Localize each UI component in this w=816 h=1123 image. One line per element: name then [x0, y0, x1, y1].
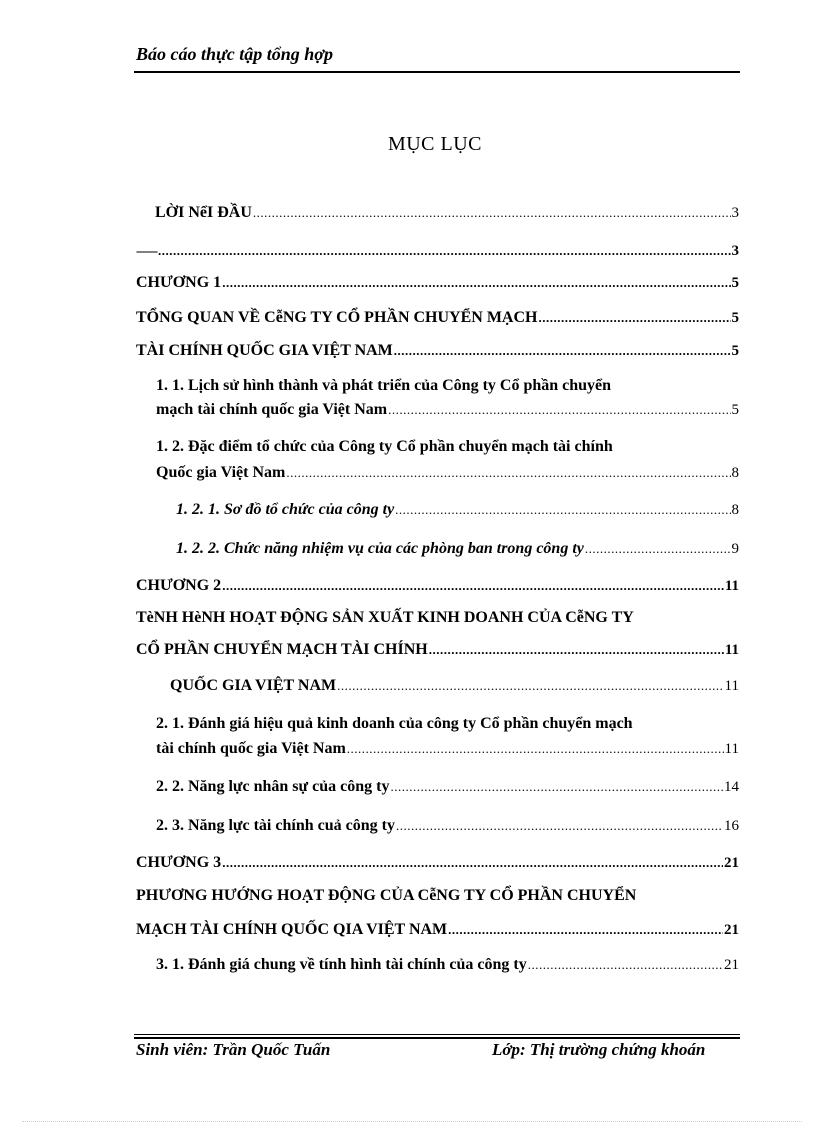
- toc-entry-1-2-2[interactable]: [176, 536, 739, 562]
- toc-entry-page: 5: [731, 343, 739, 359]
- toc-entry-1-2-1[interactable]: [176, 497, 739, 523]
- toc-entry-page: 11: [724, 678, 739, 694]
- toc-entry-page: 11: [724, 642, 739, 658]
- dot-leader: [538, 305, 730, 331]
- toc-entry-label: CỔ PHẦN CHUYỂN MẠCH TÀI CHÍNH: [136, 641, 428, 658]
- dot-leader: [222, 573, 724, 599]
- toc-entry-label: LỜI NểI ĐẦU: [155, 204, 252, 221]
- toc-entry-label: CHƯƠNG 1: [136, 274, 222, 291]
- toc-entry-chapter-1[interactable]: [136, 270, 739, 296]
- dot-leader: [394, 338, 731, 364]
- dot-leader: [222, 270, 730, 296]
- toc-entry-page: 9: [731, 541, 739, 557]
- toc-entry-dashes[interactable]: [136, 238, 739, 264]
- toc-entry-1-2-line1: 1. 2. Đặc điểm tổ chức của Công ty Cổ phần chuyển mạch tài chính: [156, 438, 613, 455]
- toc-entry-chapter-2[interactable]: [136, 573, 739, 599]
- dot-leader: [585, 536, 731, 562]
- toc-entry-chapter-2-title-c[interactable]: [170, 673, 739, 699]
- toc-entry-3-1[interactable]: [156, 952, 739, 978]
- toc-entry-2-3[interactable]: [156, 813, 739, 839]
- dot-leader: [448, 917, 723, 943]
- toc-entry-chapter-2-title[interactable]: [136, 637, 739, 663]
- toc-entry-page: 5: [731, 402, 739, 418]
- toc-entry-chapter-2-title-line1: TèNH HèNH HOẠT ĐỘNG SẢN XUẤT KINH DOANH CỦA CễNG TY: [136, 609, 634, 626]
- dot-leader: [390, 774, 723, 800]
- toc-entry-label: CHƯƠNG 2: [136, 577, 222, 594]
- footer-rule: [134, 1037, 740, 1039]
- toc-entry-label: 2. 2. Năng lực nhân sự của công ty: [156, 778, 390, 795]
- toc-entry-page: 8: [731, 502, 739, 518]
- footer-student: Sinh viên: Trần Quốc Tuấn: [136, 1040, 331, 1059]
- toc-entry-label: 1. 2. 1. Sơ đồ tổ chức của công ty: [176, 501, 395, 518]
- dot-leader: [528, 952, 723, 978]
- toc-entry-page: 5: [731, 275, 739, 291]
- toc-entry-page: 14: [724, 779, 739, 795]
- toc-entry-label: TÀI CHÍNH QUỐC GIA VIỆT NAM: [136, 342, 393, 359]
- dot-leader: [388, 397, 730, 423]
- header-title: Báo cáo thực tập tổng hợp: [136, 44, 333, 64]
- toc-entry-2-1-line1: 2. 1. Đánh giá hiệu quả kinh doanh của công ty Cổ phần chuyển mạch: [156, 715, 633, 732]
- toc-entry-label: 1. 2. 2. Chức năng nhiệm vụ của các phòng ban trong công ty: [176, 540, 584, 557]
- footer-rule: [134, 1034, 740, 1035]
- toc-entry-chapter-3-title[interactable]: [136, 917, 739, 943]
- dot-leader: [396, 813, 723, 839]
- toc-entry-label: MẠCH TÀI CHÍNH QUỐC QIA VIỆT NAM: [136, 921, 448, 938]
- dot-leader: [253, 200, 731, 226]
- toc-entry-page: 11: [724, 578, 739, 594]
- toc-entry-label: -------: [136, 244, 157, 258]
- toc-entry-label: tài chính quốc gia Việt Nam: [156, 740, 346, 757]
- toc-entry-label: QUỐC GIA VIỆT NAM: [170, 677, 337, 694]
- toc-entry-2-1[interactable]: [156, 736, 739, 762]
- dot-leader: [347, 736, 724, 762]
- toc-entry-page: 3: [731, 205, 739, 221]
- toc-entry-preface[interactable]: [155, 200, 739, 226]
- toc-entry-page: 5: [731, 310, 739, 326]
- toc-entry-1-1-line1: 1. 1. Lịch sử hình thành và phát triển của Công ty Cổ phần chuyển: [156, 377, 612, 394]
- footer-class: Lớp: Thị trường chứng khoán: [492, 1040, 706, 1059]
- dot-leader: [222, 850, 723, 876]
- toc-entry-label: Quốc gia Việt Nam: [156, 464, 286, 481]
- dot-leader: [158, 238, 731, 264]
- toc-entry-1-1[interactable]: [156, 397, 739, 423]
- toc-entry-page: 21: [724, 855, 739, 871]
- toc-entry-page: 11: [724, 741, 739, 757]
- toc-entry-label: TỔNG QUAN VỀ CễNG TY CỔ PHẦN CHUYỂN MẠCH: [136, 309, 538, 326]
- toc-entry-chapter-3[interactable]: [136, 850, 739, 876]
- toc-entry-label: mạch tài chính quốc gia Việt Nam: [156, 401, 388, 418]
- page-title: MỤC LỤC: [387, 133, 483, 155]
- toc-entry-label: 3. 1. Đánh giá chung về tính hình tài chính của công ty: [156, 956, 527, 973]
- toc-entry-2-2[interactable]: [156, 774, 739, 800]
- toc-entry-page: 8: [731, 465, 739, 481]
- toc-entry-page: 21: [724, 957, 739, 973]
- dot-leader: [337, 673, 723, 699]
- dot-leader: [286, 460, 730, 486]
- toc-entry-chapter-1-title-b[interactable]: [136, 338, 739, 364]
- toc-entry-chapter-3-title-line1: PHƯƠNG HƯỚNG HOẠT ĐỘNG CỦA CễNG TY CỔ PHẦN CHUYỂN: [136, 887, 637, 904]
- toc-entry-1-2[interactable]: [156, 460, 739, 486]
- dot-leader: [429, 637, 724, 663]
- toc-entry-label: CHƯƠNG 3: [136, 854, 222, 871]
- page-edge-divider: [22, 1121, 802, 1122]
- toc-entry-chapter-1-title-a[interactable]: [136, 305, 739, 331]
- toc-entry-page: 21: [724, 922, 739, 938]
- dot-leader: [395, 497, 730, 523]
- toc-entry-label: 2. 3. Năng lực tài chính cuả công ty: [156, 817, 395, 834]
- toc-entry-page: 3: [731, 243, 739, 259]
- toc-entry-page: 16: [724, 818, 739, 834]
